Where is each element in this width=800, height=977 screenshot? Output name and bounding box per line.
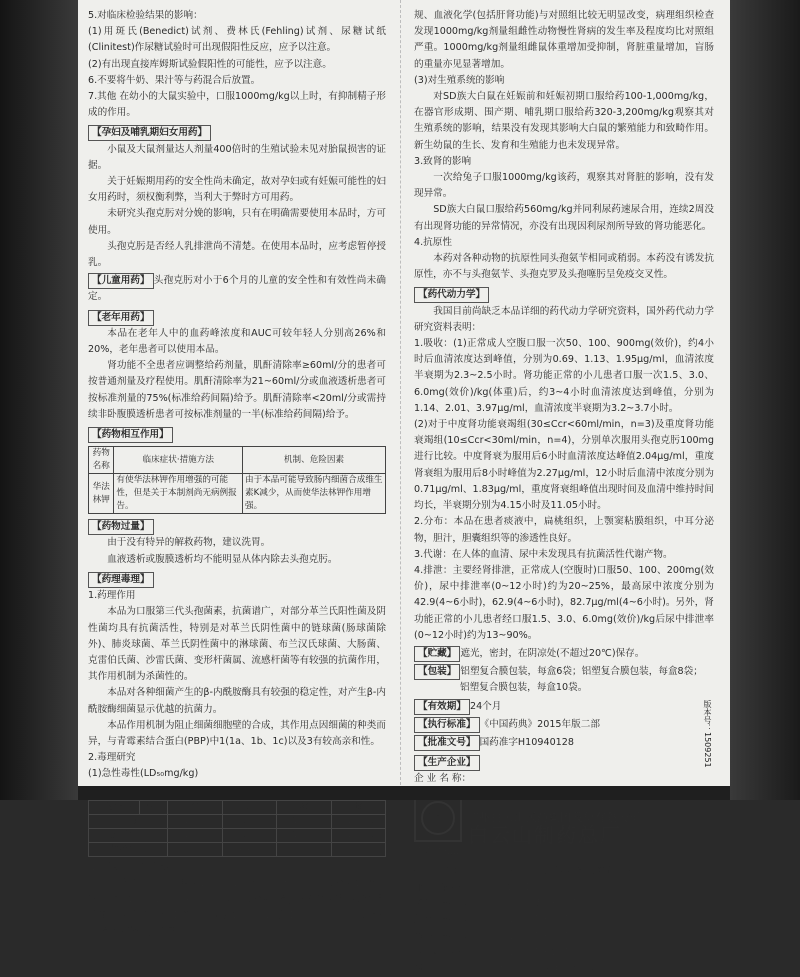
- package-text-2: 铝塑复合膜包装，每盒10袋。: [460, 682, 588, 694]
- approval-text: 国药准字H10940128: [479, 736, 574, 748]
- text-para: 头孢克肟是否经人乳排泄尚不清楚。在使用本品时，应考虑暂停授乳。: [88, 240, 386, 269]
- table-cell: 6.990: [277, 842, 331, 856]
- package-text: 铝塑复合膜包装，每盒6袋；铝塑复合膜包装，每盒8袋；: [460, 666, 703, 678]
- contact-info: [414, 864, 714, 977]
- storage-section: [414, 644, 714, 662]
- info-label: 客户服务电话：: [414, 898, 482, 910]
- table-cell: >10.000: [277, 828, 331, 842]
- table-cell: 有使华法林钾作用增强的可能性，但是关于本制剂尚无病例报告。: [114, 474, 243, 514]
- table-cell: 7.870: [331, 842, 385, 856]
- section-heading-standard: 【执行标准】: [414, 717, 480, 733]
- table-row: [89, 828, 386, 842]
- text-para: 本品为口服第三代头孢菌素，抗菌谱广，对部分革兰氏阳性菌及阴性菌均具有抗菌活性，特别是对革兰氏阴性菌中的链球菌(肠球菌除外)、肺炎球菌、革兰氏阴性菌中的淋球菌、布兰汉氏球菌、大肠菌、克雷伯氏菌、沙雷氏菌、变形杆菌属、流感杆菌等有较强的抗菌作用，其作用机制为杀菌性的。: [88, 606, 386, 683]
- info-row: [414, 896, 714, 912]
- section-heading-manufacturer: 【生产企业】: [414, 755, 480, 771]
- info-value: http://www.byszc.com: [500, 962, 606, 974]
- text-para: 4.排泄：主要经肾排泄，正常成人(空腹时)口服50、100、200mg(效价)，尿中排泄率(0~12小时)约为20~25%，最高尿中浓度分别为42.9(4~6小时)，62.9(4~6小时)，82.7μg/ml(4~6小时)。另外，肾功能正常的小儿患者经口服1.5、3.0、6.0mg(效价)/kg后尿中排泄率(0~12小时)约为13~90%。: [414, 564, 714, 641]
- children-section: [88, 271, 386, 305]
- text-line: 4.抗原性: [414, 236, 452, 248]
- text-para: 本药对各种动物的抗原性同头孢氨苄相同或稍弱。本药没有诱发抗原性，亦不与头孢氨苄、头孢克罗及头孢噻肟呈免疫交叉性。: [414, 253, 714, 281]
- standard-section: [414, 715, 714, 733]
- interaction-table: [88, 446, 386, 514]
- section-heading-storage: 【贮藏】: [414, 646, 460, 662]
- info-row: [414, 880, 714, 896]
- version-code: 版本号：1509251: [703, 700, 712, 768]
- text-para: 对SD族大白鼠在妊娠前和妊娠初期口服给药100-1,000mg/kg，在器官形成期、围产期、哺乳期口服给药320-3,200mg/kg观察其对生殖系统的影响，结果没有发现其影响大白鼠的繁殖能力和致畸作用。新生幼鼠的生长、发育和生殖能力也未发现异常。: [414, 91, 714, 151]
- table-cell: 口 服: [89, 814, 168, 828]
- validity-text: 24个月: [469, 700, 502, 712]
- section-heading-elderly: 【老年用药】: [88, 310, 154, 326]
- table-header: 雌: [222, 800, 276, 814]
- info-label: 传 真 号 码：: [414, 946, 472, 958]
- drug-leaflet: [78, 0, 730, 974]
- section-heading-pregnancy: 【孕妇及哺乳期妇女用药】: [88, 125, 211, 141]
- info-value: (020)87063679: [500, 914, 575, 926]
- table-cell: 华法林钾: [89, 474, 114, 514]
- info-label: 网 址：: [414, 962, 472, 974]
- text-para: 关于妊娠期用药的安全性尚未确定，故对孕妇或有妊娠可能性的妇女用药时，须权衡利弊，当利大于弊时方可用药。: [88, 176, 386, 204]
- text-para: (2)对于中度肾功能衰竭组(30≤Ccr<60ml/min，n=3)及重度肾功能衰竭组(10≤Ccr<30ml/min，n=4)，分别单次服用头孢克肟100mg进行比较。中度肾衰为服用后6小时血清浓度达峰值2.04μg/ml，重度肾衰组为服用后8小时峰值为2.27μg/ml，12小时后血清中浓度分别为0.71μg/ml、1.83μg/ml，重度肾衰组峰值出现时间及血清中维持时间均长，半衰期分别为4.15小时及11.05小时。: [414, 419, 714, 512]
- table-cell: >10.000: [168, 814, 222, 828]
- text-para: 由于没有特异的解救药物，建议洗胃。: [107, 537, 271, 549]
- info-row: [414, 912, 714, 928]
- table-header: 雄: [168, 800, 222, 814]
- table-header: 雌: [331, 800, 385, 814]
- table-cell: 静脉注射: [89, 842, 168, 856]
- table-cell: 5.840: [168, 842, 222, 856]
- table-header: 雄: [277, 800, 331, 814]
- right-column: [414, 8, 714, 977]
- text-line: (1)急性毒性(LD₅₀mg/kg): [88, 768, 199, 780]
- text-para: 一次给兔子口服1000mg/kg该药，观察其对肾脏的影响，没有发现异常。: [414, 172, 714, 200]
- text-line: 2.毒理研究: [88, 752, 136, 764]
- table-cell: >10.000: [168, 828, 222, 842]
- section-heading-children: 【儿童用药】: [88, 273, 154, 289]
- right-shadow: [730, 0, 800, 800]
- validity-section: [414, 697, 714, 715]
- info-value: (020)87063279: [500, 930, 575, 942]
- table-cell: >10.000: [222, 814, 276, 828]
- table-cell: 皮下注射: [89, 828, 168, 842]
- info-label: 邮 政 编 码：: [414, 881, 472, 893]
- table-row: [89, 814, 386, 828]
- section-heading-overdose: 【药物过量】: [88, 519, 154, 535]
- text-para: 小鼠及大鼠剂量达人剂量400倍时的生殖试验未见对胎鼠损害的证据。: [88, 143, 386, 171]
- text-para: 肾功能不全患者应调整给药剂量，肌酐清除率≥60ml/分的患者可按普通剂量及疗程使用。肌酐清除率为21~60ml/分或血液透析患者可按标准剂量的75%(标准给药间隔)给予。肌酐清除率<20ml/分或需持续非卧腹膜透析患者可按标准剂量的一半(标准给药间隔)给予。: [88, 360, 386, 420]
- info-row: [414, 961, 714, 977]
- text-para: 3.代谢：在人体的血清、尿中未发现具有抗菌活性代谢产物。: [414, 548, 673, 560]
- section-heading-approval: 【批准文号】: [414, 735, 480, 751]
- text-para: SD族大白鼠口服给药560mg/kg并同利尿药速尿合用，连续2周没有出现肾功能的异常情况，亦没有出现因利尿剂所导致的肾功能恶化。: [414, 204, 714, 232]
- table-cell: 4.420: [222, 842, 276, 856]
- table-cell: >10.000: [331, 828, 385, 842]
- info-value: (020)87061075: [500, 946, 575, 958]
- table-header: 性别: [139, 800, 168, 814]
- table-header: 临床症状·措施方法: [114, 447, 243, 474]
- info-value: 510515: [500, 881, 537, 893]
- text-line: 7.其他 在幼小的大鼠实验中，口服1000mg/kg以上时，有抑制精子形成的作用。: [88, 91, 386, 119]
- text-line: 3.致肾的影响: [414, 155, 472, 167]
- text-para: 本品作用机制为阻止细菌细胞壁的合成，其作用点因细菌的种类而异，与青霉素结合蛋白(PBP)中1(1a、1b、1c)以及3有较高亲和性。: [88, 719, 386, 747]
- section-heading-validity: 【有效期】: [414, 699, 470, 715]
- text-para: 本品在老年人中的血药峰浓度和AUC可较年轻人分别高26%和20%，老年患者可以使用本品。: [88, 327, 386, 356]
- text-para: 2.分布：本品在患者痰液中，扁桃组织，上颚窦粘膜组织，中耳分泌物，胆汁，胆囊组织等的渗透性良好。: [414, 516, 714, 544]
- column-divider: [400, 0, 402, 800]
- info-label: 生 产 地 址：: [414, 865, 472, 877]
- baiyunshan-logo: [414, 794, 462, 842]
- text-para: 1.吸收：(1)正常成人空腹口服一次50、100、900mg(效价)，约4小时后血清浓度达到峰值，分别为0.69、1.13、1.95μg/ml，血清浓度半衰期为2.3~2.5小时。肾功能正常的小儿患者口服一次1.5、3.0、6.0mg(效价)/kg(体重)后，约3~4小时血清浓度达到峰值，分别为1.14、2.01、3.97μg/ml，血清浓度半衰期为3.2~3.7小时。: [414, 338, 714, 414]
- info-label: 销售服务电话：: [414, 930, 482, 942]
- storage-text: 遮光，密封，在阴凉处(不超过20℃)保存。: [460, 647, 645, 659]
- table-header: 机制、危险因素: [243, 447, 386, 474]
- text-para: 规、血液化学(包括肝肾功能)与对照组比较无明显改变，病理组织检查发现1000mg/kg剂量组雌性动物慢性肾病的发生率及程度均比对照组严重。1000mg/kg剂量组雌鼠体重增加受抑制，肾脏重量增加，盲肠的重量亦见显著增加。: [414, 10, 714, 70]
- company-name-small: 广州白云山医药集团股份有限公司: [468, 811, 641, 825]
- table-cell: >10.000: [222, 828, 276, 842]
- info-row: [414, 945, 714, 961]
- children-text: 头孢克肟对小于6个月的儿童的安全性和有效性尚未确定。: [88, 275, 386, 303]
- text-para: 我国目前尚缺乏本品详细的药代动力学研究资料，国外药代动力学研究资料表明：: [414, 305, 714, 333]
- section-heading-pharmacokinetics: 【药代动力学】: [414, 287, 489, 303]
- info-value: 广州市白云区同和街云祥路88号: [500, 865, 637, 877]
- table-cell: 由于本品可能导致肠内细菌合成维生素K减少，从而使华法林钾作用增强。: [243, 474, 386, 514]
- package-section: [414, 662, 714, 680]
- logo-caption: 广药白云山: [414, 846, 460, 857]
- standard-text: 《中国药典》2015年版二部: [479, 718, 600, 730]
- bottom-shadow: [78, 786, 730, 800]
- info-label: 质量服务电话：: [414, 914, 482, 926]
- table-cell: >10.000: [331, 814, 385, 828]
- text-line: (2)亚急性、慢性毒性: [88, 861, 179, 873]
- text-para: 血液透析或腹膜透析均不能明显从体内除去头孢克肟。: [107, 553, 338, 565]
- manufacturer-name-label: 企 业 名 称：: [414, 773, 472, 785]
- table-row: [89, 842, 386, 856]
- table-cell: >10.000: [277, 814, 331, 828]
- left-shadow: [0, 0, 78, 800]
- company-name-big: 白云山制药总厂: [468, 822, 622, 847]
- section-heading-pharmacology: 【药理毒理】: [88, 572, 154, 588]
- table-header: 给药途径: [89, 800, 140, 814]
- table-header: 药物名称: [89, 447, 114, 474]
- text-para: 本品对各种细菌产生的β-内酰胺酶具有较强的稳定性，对产生β-内酰胺酶细菌显示优越的抗菌力。: [88, 687, 386, 715]
- text-para: 对于成年SD大白鼠以100、320及1,000mg/kg口服给药13周，成年犬以100、200及400mg/kg口服给药5周，所有的实验均未发现异常。对于成年的SD族大白鼠以100、320及1,000mg/kg口服给药53周的实验中，血常: [88, 877, 386, 938]
- text-line: 6.不要将牛奶、果汁等与药混合后放置。: [88, 74, 261, 86]
- approval-section: [414, 733, 714, 751]
- text-line: (2)有出现直接库姆斯试验假阳性的可能性，应予以注意。: [88, 58, 332, 70]
- manufacturer-logo-row: [414, 794, 714, 860]
- text-para: 未研究头孢克肟对分娩的影响，只有在明确需要使用本品时，方可使用。: [88, 208, 386, 236]
- info-row: [414, 929, 714, 945]
- text-line: 1.药理作用: [88, 590, 136, 602]
- section-heading-package: 【包装】: [414, 664, 460, 680]
- text-line: 5.对临床检验结果的影响：: [88, 10, 203, 21]
- info-value: 8008305098、4008305098: [500, 898, 632, 910]
- left-column: [88, 8, 386, 941]
- logo-emblem-icon: 白云山: [421, 801, 455, 835]
- info-row: [414, 864, 714, 880]
- text-line: (1)用斑氏(Benedict)试剂、费林氏(Fehling)试剂、尿糖试纸(Clinitest)作尿糖试验时可出现假阳性反应，应予以注意。: [88, 26, 386, 54]
- text-line: (3)对生殖系统的影响: [414, 74, 505, 86]
- section-heading-interactions: 【药物相互作用】: [88, 427, 173, 443]
